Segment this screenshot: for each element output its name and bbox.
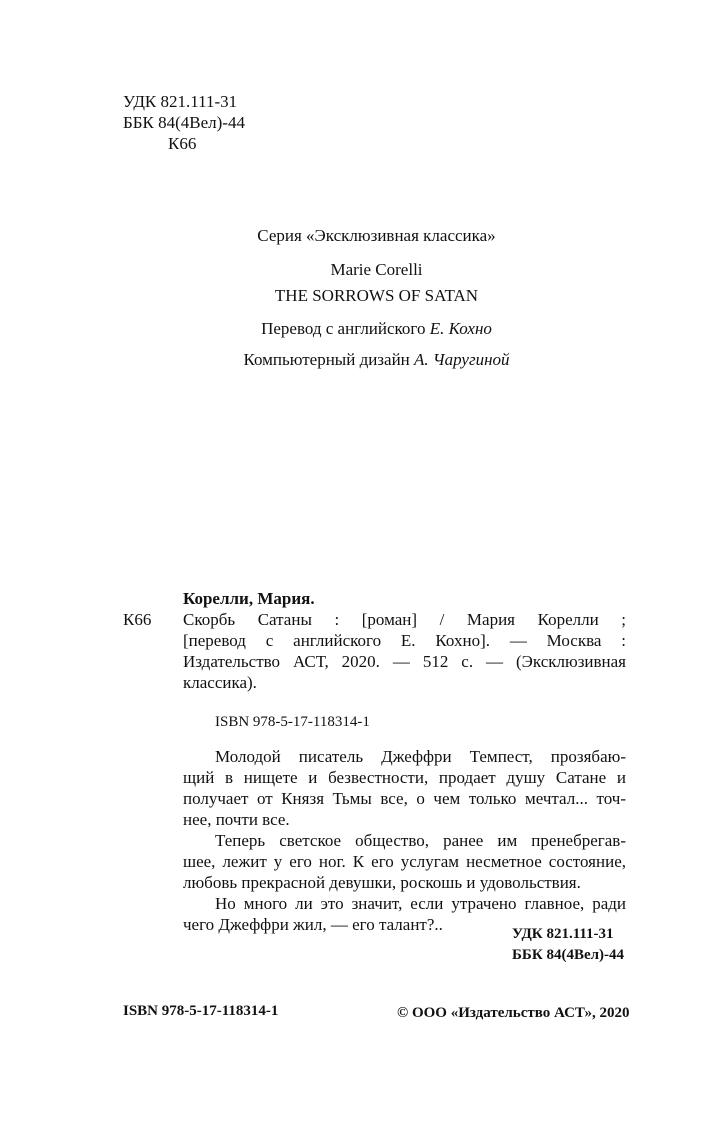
designer-name: А. Чаругиной <box>414 350 510 369</box>
author-english: Marie Corelli <box>330 260 423 279</box>
bbk-code: ББК 84(4Вел)-44 <box>123 113 245 132</box>
card-line: Скорбь Сатаны : [роман] / Мария Корелли ; <box>183 610 626 629</box>
annotation-line: нее, почти все. <box>183 810 290 829</box>
translation-credit <box>22 318 709 339</box>
card-heading: Корелли, Мария. <box>183 589 315 608</box>
card-line: Издательство АСТ, 2020. — 512 с. — (Эксклюзивная <box>183 652 626 671</box>
card-line: классика). <box>183 673 257 692</box>
design-credit <box>22 349 709 370</box>
series-line: Серия «Эксклюзивная классика» <box>257 226 496 245</box>
bbk-code-bottom: ББК 84(4Вел)-44 <box>512 947 625 963</box>
annotation-line: шее, лежит у его ног. К его услугам несметное состояние, <box>183 852 626 871</box>
card-line: [перевод с английского Е. Кохно]. — Москва : <box>183 631 626 650</box>
title-english: THE SORROWS OF SATAN <box>274 286 479 305</box>
annotation <box>183 746 626 935</box>
card-description <box>183 609 626 693</box>
design-prefix: Компьютерный дизайн <box>243 350 415 369</box>
annotation-line: любовь прекрасной девушки, роскошь и удовольствия. <box>183 873 581 892</box>
udk-code-bottom: УДК 821.111-31 <box>512 926 614 942</box>
annotation-line: получает от Князя Тьмы все, о чем только мечтал... точ- <box>183 789 626 808</box>
footer-isbn: ISBN 978-5-17-118314-1 <box>123 1003 279 1019</box>
card-isbn: ISBN 978-5-17-118314-1 <box>215 714 370 730</box>
classification-codes-top <box>123 91 245 154</box>
annotation-line: чего Джеффри жил, — его талант?.. <box>183 915 443 934</box>
author-mark: К66 <box>168 134 197 153</box>
translation-prefix: Перевод с английского <box>261 319 430 338</box>
annotation-line: Молодой писатель Джеффри Темпест, прозябаю- <box>215 747 626 766</box>
classification-codes-bottom <box>512 924 624 966</box>
footer-copyright: © ООО «Издательство АСТ», 2020 <box>397 1005 630 1021</box>
annotation-line: Теперь светское общество, ранее им пренебрегав- <box>215 831 626 850</box>
udk-code: УДК 821.111-31 <box>123 92 238 111</box>
translator-name: Е. Кохно <box>429 319 492 338</box>
annotation-line: щий в нищете и безвестности, продает душу Сатане и <box>183 768 626 787</box>
annotation-line: Но много ли это значит, если утрачено главное, ради <box>215 894 626 913</box>
card-author-mark: К66 <box>123 610 152 629</box>
